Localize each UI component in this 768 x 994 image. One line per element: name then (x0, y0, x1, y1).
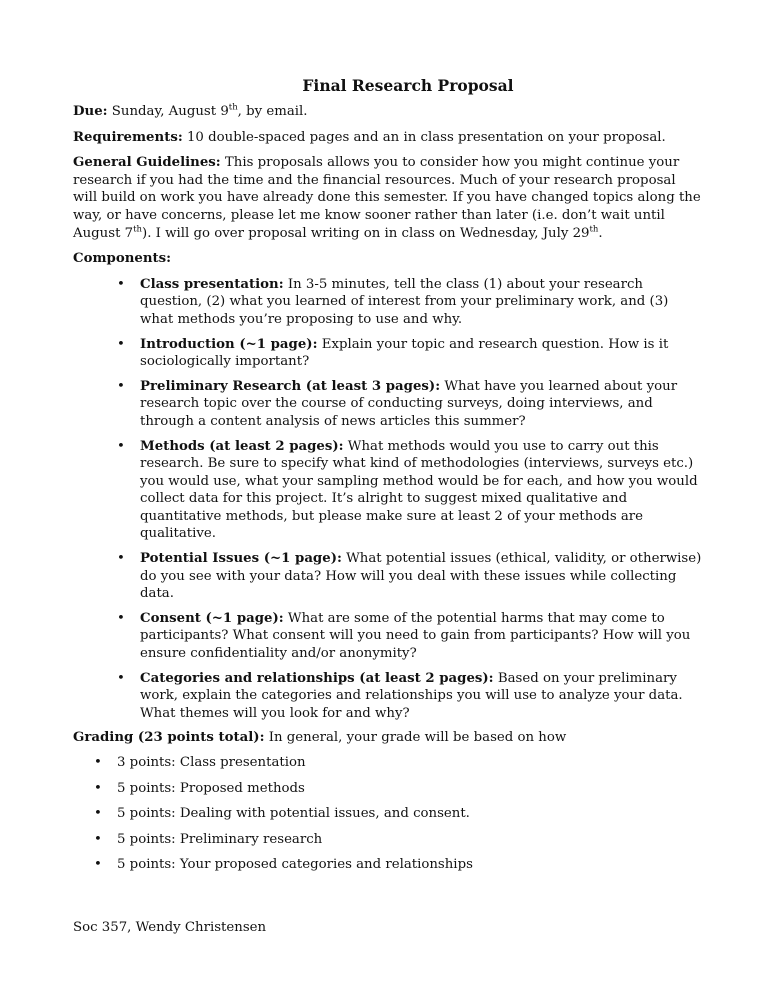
list-item (117, 336, 703, 371)
list-item (117, 378, 703, 431)
component-text: What are some of the potential harms that may come to participants? What consent will you need to gain from participants? How will you ensure confidentiality and/or anonymity? (140, 610, 691, 662)
guidelines-paragraph (73, 154, 703, 242)
component-label: Preliminary Research (at least 3 pages): (140, 378, 441, 394)
component-label: Consent (~1 page): (140, 610, 284, 626)
list-item (117, 610, 703, 663)
component-text: What potential issues (ethical, validity, or otherwise) do you see with your data? How will you deal with these issues while collecting data. (140, 551, 702, 602)
list-item (117, 550, 703, 603)
component-label: Introduction (~1 page): (140, 336, 318, 352)
due-text-end: , by email. (237, 104, 308, 119)
component-text: What have you learned about your research topic over the course of conducting surveys, doing interviews, and through a content analysis of news articles this summer? (140, 378, 678, 429)
guidelines-text-2: ). I will go over proposal writing on in class on Wednesday, July 29 (142, 225, 590, 241)
due-label: Due: (73, 104, 108, 119)
guidelines-text: This proposals allows you to consider how you might continue your research if you had the time and the financial resources. Much of your research proposal will build on work you have already done this semester. If you have changed topics along the way, or have concerns, please let me know sooner rather than later (i.e. don’t wait until August 7 (73, 155, 701, 241)
component-label: Potential Issues (~1 page): (140, 551, 342, 567)
components-list (73, 276, 703, 723)
requirements-label: Requirements: (73, 129, 183, 145)
guidelines-label: General Guidelines: (73, 155, 221, 171)
guidelines-sup-2: th (589, 224, 599, 235)
component-text: In 3-5 minutes, tell the class (1) about your research question, (2) what you learned of interest from your preliminary work, and (3) what methods you’re proposing to use and why. (140, 276, 669, 327)
component-text: Explain your topic and research question. How is it sociologically important? (140, 336, 669, 370)
component-label: Methods (at least 2 pages): (140, 438, 344, 454)
list-item: • 5 points: Your proposed categories and relationships (94, 856, 703, 874)
grading-text: In general, your grade will be based on how (264, 730, 567, 746)
component-text: Based on your preliminary work, explain the categories and relationships you will use to analyze your data. What themes will you look for and why? (140, 670, 683, 721)
list-item: • 5 points: Dealing with potential issues, and consent. (94, 805, 703, 823)
list-item (117, 438, 703, 544)
grading-label: Grading (23 points total): (73, 730, 265, 746)
guidelines-text-3: . (598, 225, 603, 241)
component-text: What methods would you use to carry out this research. Be sure to specify what kind of methodologies (interviews, surveys etc.) you would use, what your sampling method would be for each, and how you would collect data for this project. It’s alright to suggest mixed qualitative and quantitative methods, but please make sure at least 2 of your methods are qualitative. (140, 438, 698, 542)
document-page (73, 76, 703, 882)
component-label: Categories and relationships (at least 2 pages): (140, 670, 494, 686)
due-sup: th (228, 102, 238, 113)
list-item (117, 276, 703, 329)
guidelines-sup: th (133, 224, 142, 235)
list-item (117, 670, 703, 723)
grading-list (73, 754, 703, 874)
grading-line (73, 729, 703, 747)
requirements-text: 10 double-spaced pages and an in class presentation on your proposal. (182, 129, 666, 145)
list-item: • 3 points: Class presentation (94, 754, 703, 772)
due-line (73, 103, 703, 121)
document-title: Final Research Proposal (302, 76, 514, 95)
page-footer: Soc 357, Wendy Christensen (73, 920, 267, 935)
requirements-line (73, 129, 703, 147)
components-label: Components: (73, 251, 172, 267)
component-label: Class presentation: (140, 276, 284, 292)
list-item: • 5 points: Proposed methods (94, 780, 703, 798)
due-text: Sunday, August 9 (107, 104, 229, 119)
list-item: • 5 points: Preliminary research (94, 831, 703, 849)
components-heading (73, 250, 703, 268)
